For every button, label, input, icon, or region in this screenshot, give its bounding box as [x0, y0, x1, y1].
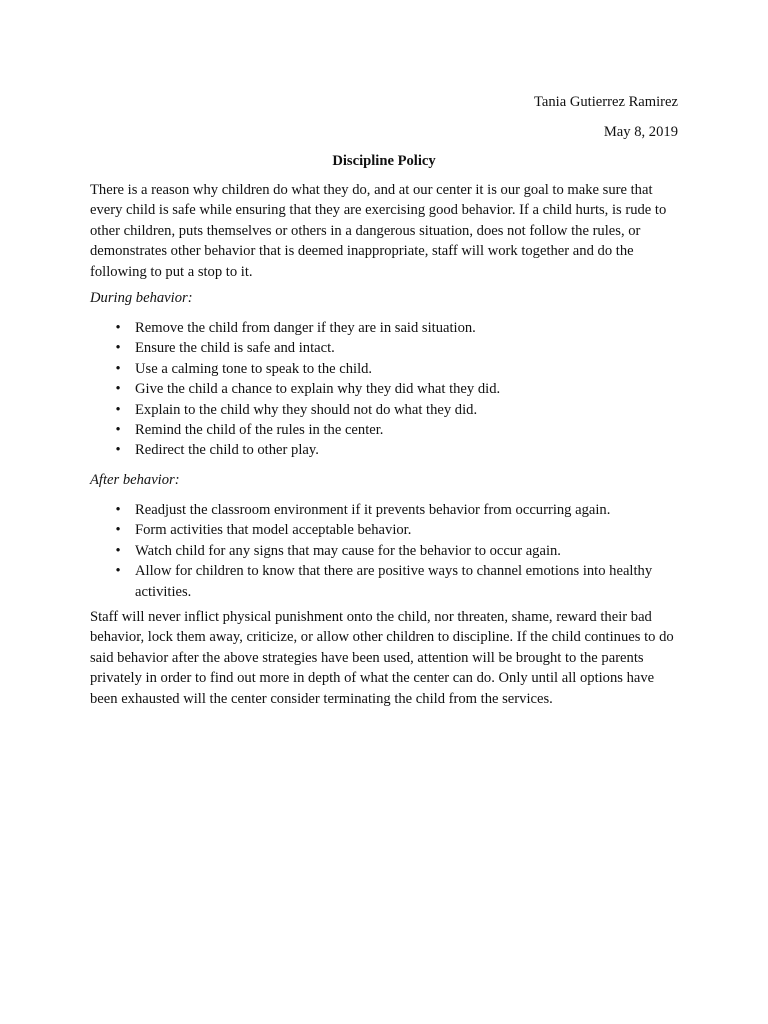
- list-item-text: Redirect the child to other play.: [135, 442, 319, 459]
- bullet-icon: •: [115, 522, 121, 539]
- page-title: Discipline Policy: [332, 153, 436, 169]
- bullet-icon: •: [115, 502, 121, 518]
- list-item-text: Remove the child from danger if they are in said situation.: [135, 320, 476, 336]
- bullet-icon: •: [115, 360, 121, 377]
- list-item-text: Form activities that model acceptable behavior.: [135, 522, 412, 539]
- list-item-text: Remind the child of the rules in the center.: [135, 422, 384, 439]
- bullet-icon: •: [115, 542, 121, 559]
- list-item: [90, 420, 680, 440]
- during-behavior-heading: During behavior:: [90, 290, 193, 306]
- bullet-icon: •: [115, 563, 121, 580]
- bullet-icon: •: [115, 442, 121, 459]
- list-item: [90, 379, 680, 399]
- list-item: [90, 561, 680, 602]
- list-item-text: Explain to the child why they should not do what they did.: [135, 401, 478, 418]
- during-behavior-list: [90, 318, 680, 461]
- intro-paragraph: There is a reason why children do what they do, and at our center it is our goal to make sure that every child is safe while ensuring that they are exercising good behavior. If a child hurts, is rude to other children, puts themselves or others in a dangerous situation, does not follow the rules, or demonstrates other behavior that is deemed inappropriate, staff will work together and do the following to put a stop to it.: [90, 182, 667, 280]
- author-name: Tania Gutierrez Ramirez: [533, 94, 678, 110]
- list-item-text: Allow for children to know that there are positive ways to channel emotions into healthy activities.: [135, 563, 653, 600]
- list-item-text: Give the child a chance to explain why they did what they did.: [135, 381, 501, 398]
- list-item-text: Watch child for any signs that may cause for the behavior to occur again.: [135, 542, 561, 559]
- list-item: [90, 400, 680, 420]
- bullet-icon: •: [115, 401, 121, 418]
- after-behavior-heading: After behavior:: [90, 472, 180, 488]
- list-item: [90, 541, 680, 561]
- bullet-icon: •: [115, 320, 121, 336]
- list-item-text: Ensure the child is safe and intact.: [135, 340, 335, 357]
- list-item: [90, 440, 680, 460]
- document-date: May 8, 2019: [603, 124, 678, 140]
- list-item-text: Use a calming tone to speak to the child.: [135, 360, 373, 377]
- list-item: [90, 318, 680, 338]
- list-item: [90, 500, 680, 520]
- bullet-icon: •: [115, 381, 121, 398]
- bullet-icon: •: [115, 340, 121, 357]
- bullet-icon: •: [115, 422, 121, 439]
- closing-paragraph: Staff will never inflict physical punishment onto the child, nor threaten, shame, reward their bad behavior, lock them away, criticize, or allow other children to discipline. If the child continues to do said behavior after the above strategies have been used, attention will be brought to the parents privately in order to find out more in depth of what the center can do. Only until all options have been exhausted will the center consider terminating the child from the services.: [90, 609, 674, 707]
- list-item: [90, 520, 680, 540]
- list-item: [90, 338, 680, 358]
- list-item-text: Readjust the classroom environment if it prevents behavior from occurring again.: [135, 502, 611, 518]
- list-item: [90, 359, 680, 379]
- after-behavior-list: [90, 500, 680, 602]
